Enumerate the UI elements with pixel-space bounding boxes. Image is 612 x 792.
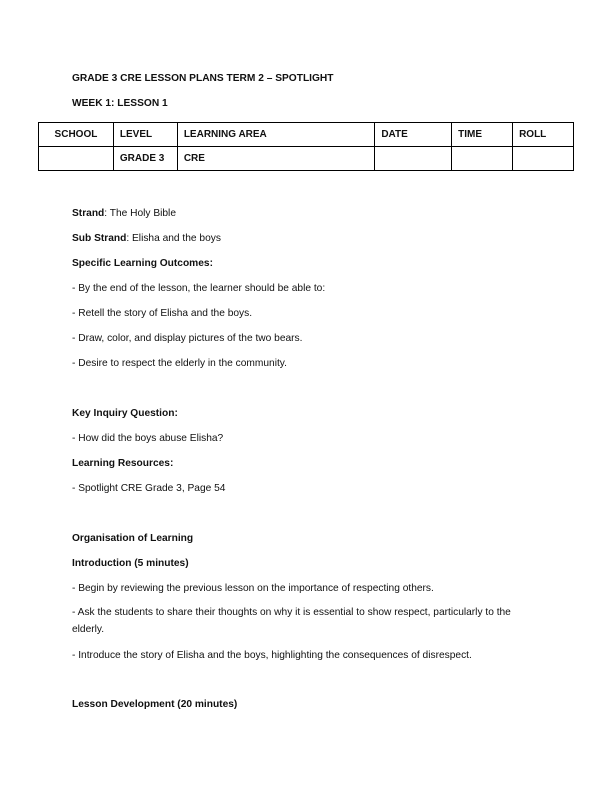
list-item: - How did the boys abuse Elisha? [72, 433, 224, 444]
roll-cell [513, 147, 574, 171]
sub-strand-line [72, 233, 221, 244]
list-item: - Retell the story of Elisha and the boys. [72, 308, 253, 319]
list-item: - Desire to respect the elderly in the community. [72, 358, 287, 369]
outcomes-heading: Specific Learning Outcomes: [72, 258, 213, 269]
table-row [39, 147, 574, 171]
strand-value: : The Holy Bible [104, 208, 176, 219]
date-cell [375, 147, 452, 171]
lesson-development-heading: Lesson Development (20 minutes) [72, 699, 238, 710]
lesson-info-table [38, 122, 574, 171]
introduction-heading: Introduction (5 minutes) [72, 558, 189, 569]
list-item: - Spotlight CRE Grade 3, Page 54 [72, 483, 226, 494]
table-header-cell: DATE [375, 123, 452, 147]
week-lesson-heading: WEEK 1: LESSON 1 [72, 98, 168, 109]
list-item: - Begin by reviewing the previous lesson on the importance of respecting others. [72, 583, 434, 594]
strand-label: Strand [72, 208, 105, 219]
table-header-cell: LEVEL [113, 123, 177, 147]
sub-strand-label: Sub Strand [72, 233, 127, 244]
list-item: - Ask the students to share their thoughts on why it is essential to show respect, particularly to the elderly. [72, 607, 511, 635]
list-item: - Draw, color, and display pictures of the two bears. [72, 333, 303, 344]
time-cell [452, 147, 513, 171]
school-cell [39, 147, 114, 171]
sub-strand-value: : Elisha and the boys [126, 233, 221, 244]
table-header-cell: TIME [452, 123, 513, 147]
table-header-cell: SCHOOL [39, 123, 114, 147]
list-item: - By the end of the lesson, the learner should be able to: [72, 283, 326, 294]
document-title: GRADE 3 CRE LESSON PLANS TERM 2 – SPOTLIGHT [72, 73, 334, 84]
learning-area-cell: CRE [177, 147, 375, 171]
level-cell: GRADE 3 [113, 147, 177, 171]
resources-heading: Learning Resources: [72, 458, 174, 469]
organisation-heading: Organisation of Learning [72, 533, 194, 544]
list-item: - Introduce the story of Elisha and the boys, highlighting the consequences of disrespect. [72, 650, 472, 661]
table-header-row [39, 123, 574, 147]
strand-line [72, 208, 176, 219]
inquiry-heading: Key Inquiry Question: [72, 408, 178, 419]
table-header-cell: LEARNING AREA [177, 123, 375, 147]
table-header-cell: ROLL [513, 123, 574, 147]
